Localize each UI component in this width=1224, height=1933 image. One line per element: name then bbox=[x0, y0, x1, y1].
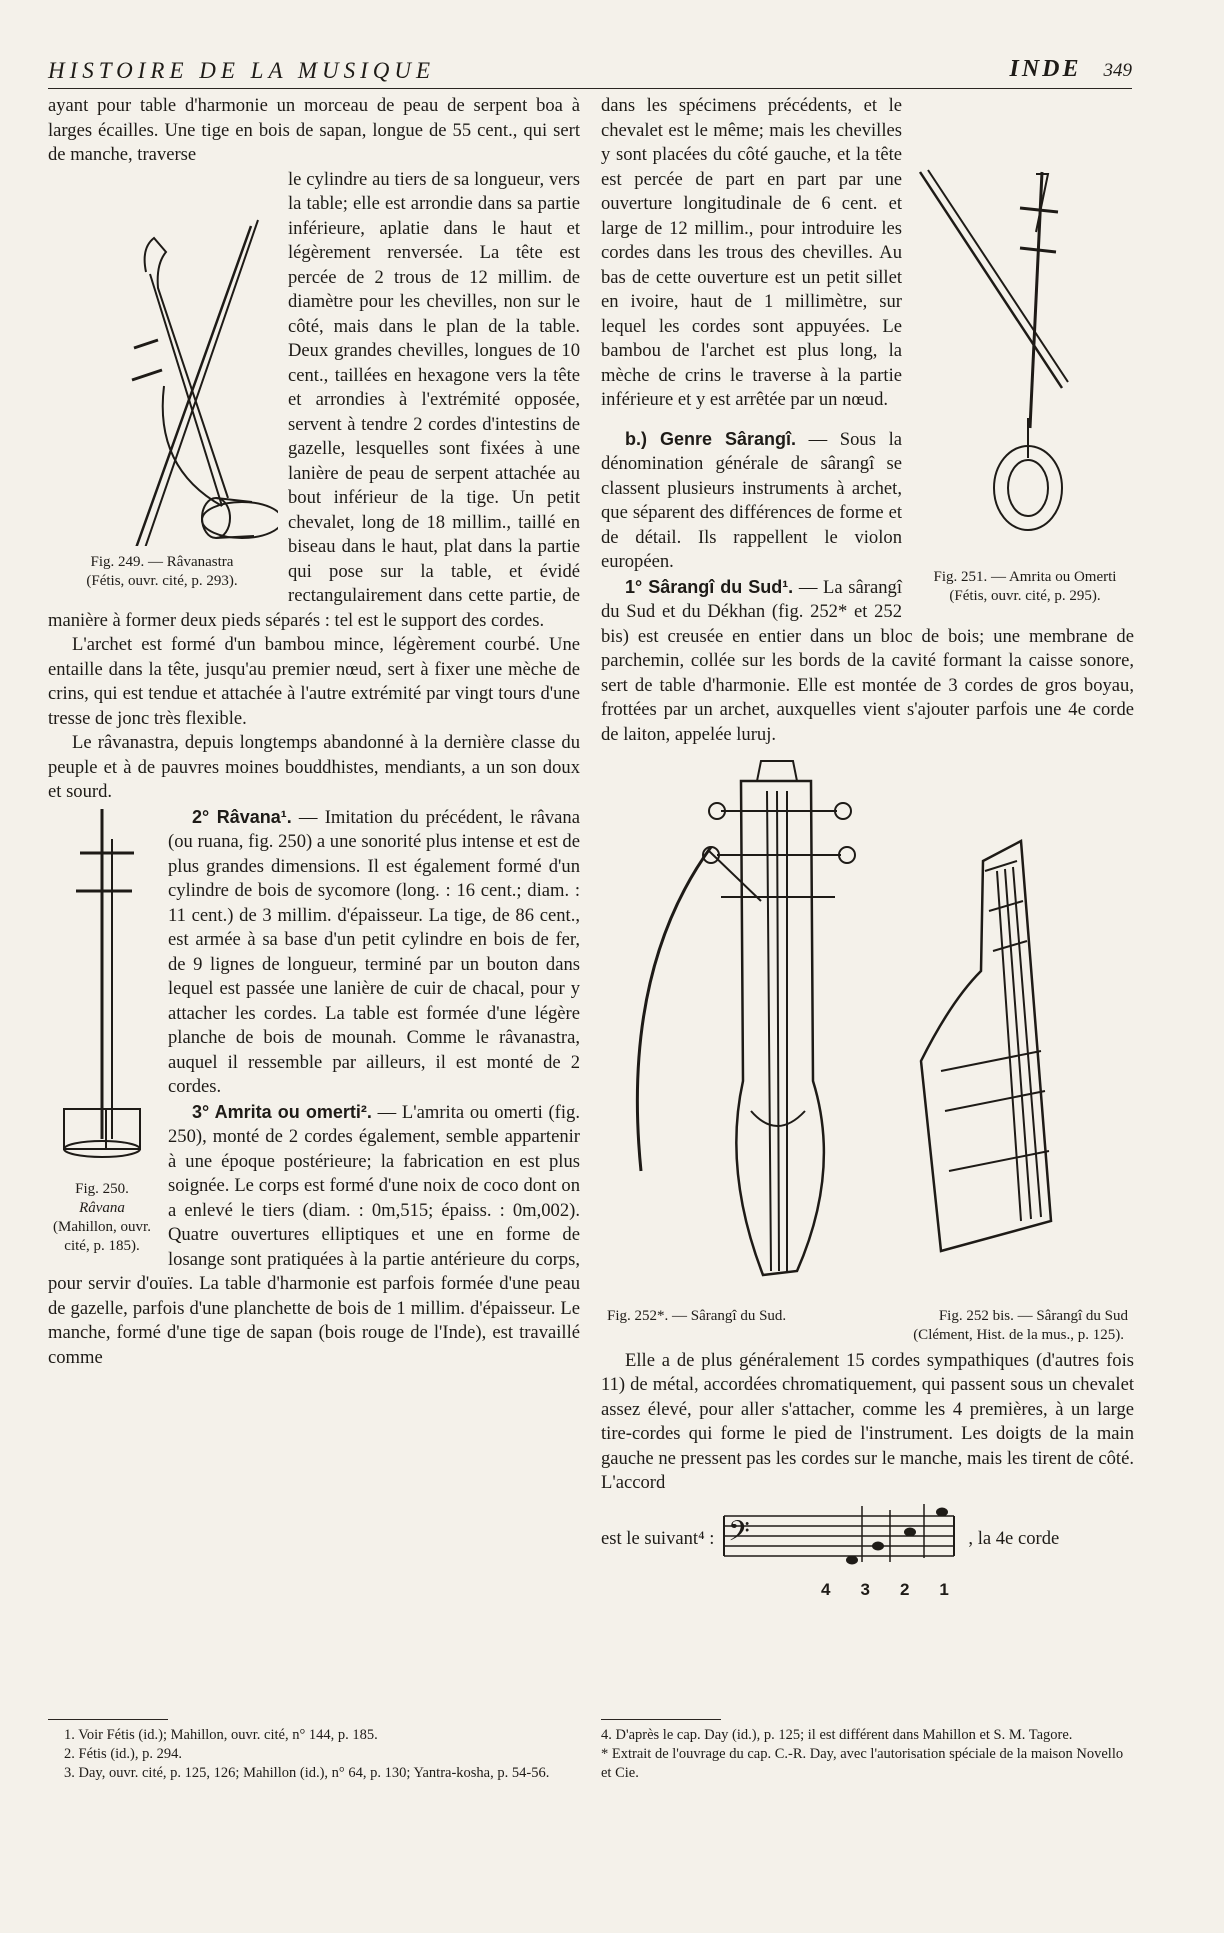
string-number: 1 bbox=[939, 1579, 949, 1599]
section-heading: 1° Sârangî du Sud¹. bbox=[625, 576, 794, 597]
footnote: * Extrait de l'ouvrage du cap. C.-R. Day, avec l'autorisation spéciale de la maison Novello et Cie. bbox=[601, 1746, 1124, 1781]
tuning-text-before: est le suivant⁴ : bbox=[601, 1528, 715, 1550]
string-number: 2 bbox=[899, 1579, 910, 1599]
footnote-rule bbox=[48, 1719, 168, 1720]
footnote: 2. Fétis (id.), p. 294. bbox=[64, 1746, 183, 1762]
paragraph: le cylindre au tiers de sa longueur, vers la table; elle est arrondie dans sa partie inférieure, aplatie dans le haut et légèrement renversée. La tête est percée de 2 trous de 12 millim. de diamètre pour les chevilles, non sur le côté, mais dans le plan de la table. Deux grandes chevilles, longues de 10 cent., taillées en hexagone vers la tête et arrondies à l'extrémité opposée, servent à tendre 2 cordes d'intestins de gazelle, lesquelles sont fixées à une lanière de peau de serpent attachée au bout inférieur de la tige. Un petit chevalet, long de 18 millim., taillé en biseau dans le haut, plat dans la partie qui pose sur la table, et évidé rectangulairement dans cette partie, de manière à former deux pieds séparés : tel est le support des cordes. bbox=[48, 168, 580, 631]
running-title: HISTOIRE DE LA MUSIQUE bbox=[48, 58, 436, 83]
footnote-rule bbox=[601, 1719, 721, 1720]
paragraph: Elle a de plus généralement 15 cordes sympathiques (d'autres fois 11) de métal, accordées chromatiquement, qui passent sous un chevalet assez élevé, pour aller s'attacher, comme les 4 premières, à un large tire-cordes qui forme le pied de l'instrument. Les doigts de la main gauche ne pressent pas les cordes sur le manche, mais les tirent de côté. L'accord bbox=[601, 1349, 1134, 1493]
right-column bbox=[601, 94, 1134, 1602]
ravana-illustration bbox=[46, 809, 158, 1173]
figure-caption: Fig. 250. bbox=[75, 1181, 129, 1197]
paragraph: L'archet est formé d'un bambou mince, légèrement courbé. Une entaille dans la tête, jusqu'au premier nœud, sert à fixer une mèche de crins, qui est tendue et attachée à l'autre extrémité par vingt tours d'une tresse de jonc très flexible. bbox=[48, 634, 580, 729]
tuning-line bbox=[601, 1502, 1134, 1578]
string-numbers bbox=[601, 1578, 1134, 1603]
footnote: 1. Voir Fétis (id.); Mahillon, ouvr. cité, n° 144, p. 185. bbox=[64, 1727, 378, 1743]
section-title bbox=[1009, 56, 1132, 83]
left-column bbox=[48, 94, 580, 1370]
tuning-text-after: , la 4e corde bbox=[968, 1528, 1060, 1550]
paragraph: — L'amrita ou omerti (fig. 250), monté de 2 cordes également, semble appartenir à une époque postérieure; la fabrication en est plus soignée. Le corps est formé d'une noix de coco dont on a enlevé le tiers (diam. : 0m,515; épaiss. : 0m,002). Quatre ouvertures elliptiques et une en forme de losange sont pratiquées à la partie antérieure du corps, pour servir d'ouïes. La table d'harmonie est parfois formée d'une peau de gazelle, parfois d'une planchette de bois de 1 millim. d'épaisseur. Le manche, formé d'une tige de sapan (bois rouge de l'Inde), est travaillé comme bbox=[48, 1101, 580, 1368]
string-number: 4 bbox=[821, 1579, 831, 1599]
paragraph: Le râvanastra, depuis longtemps abandonné à la dernière classe du peuple et à de pauvres moines bouddhistes, mendiants, a un son doux et sourd. bbox=[48, 732, 580, 802]
section-heading: 3° Amrita ou omerti². bbox=[192, 1101, 372, 1122]
page-number: 349 bbox=[1103, 60, 1132, 81]
figure-caption: Fig. 252 bis. — Sârangî du Sud bbox=[938, 1307, 1128, 1324]
figure-250 bbox=[46, 809, 158, 1257]
figure-249 bbox=[46, 168, 278, 592]
paragraph: dans les spécimens précédents, et le chevalet est le même; mais les chevilles y sont placées du côté gauche, et la tête est percée de part en part par une ouverture longitudinale de 6 cent. et large de 12 millim., pour introduire les cordes dans les trous des chevilles. Au bas de cette ouverture est un petit sillet en ivoire, haut de 1 millimètre, sur lequel les cordes sont appuyées. Le bambou de l'archet est plus long, la mèche de crins le traverse à la partie inférieure et y est arrêtée par un nœud. bbox=[601, 95, 902, 410]
figure-251 bbox=[912, 168, 1138, 606]
section-heading: 2° Râvana¹. bbox=[192, 806, 292, 827]
figure-caption: Fig. 252*. — Sârangî du Sud. bbox=[607, 1307, 787, 1324]
string-number: 3 bbox=[860, 1579, 870, 1599]
figure-source: (Fétis, ouvr. cité, p. 295). bbox=[949, 587, 1101, 604]
figure-caption: Fig. 251. — Amrita ou Omerti bbox=[933, 568, 1117, 585]
svg-text:𝄢: 𝄢 bbox=[728, 1514, 751, 1555]
figure-name: Râvana bbox=[79, 1200, 125, 1216]
music-staff bbox=[714, 1502, 964, 1578]
figure-252 bbox=[601, 751, 1134, 1345]
paragraph: — La sârangî du Sud et du Dékhan (fig. 252* et 252 bis) est creusée en entier dans un bloc de bois; une membrane de parchemin, collée sur les bords de la cavité formant la caisse sonore, sert de table d'harmonie. Elle est montée de 3 cordes de gros boyau, frottées par un archet, auxquelles vient s'ajouter parfois une 4e corde de laiton, appelée luruj. bbox=[601, 576, 1134, 745]
footnote: 3. Day, ouvr. cité, p. 125, 126; Mahillon (id.), n° 64, p. 130; Yantra-kosha, p. 54-56. bbox=[64, 1765, 550, 1781]
sarangi-illustrations bbox=[601, 751, 1134, 1299]
figure-source: (Fétis, ouvr. cité, p. 293). bbox=[86, 573, 238, 589]
running-head bbox=[48, 54, 1132, 89]
figure-source: (Clément, Hist. de la mus., p. 125). bbox=[913, 1326, 1124, 1343]
figure-source: (Mahillon, ouvr. cité, p. 185). bbox=[53, 1219, 151, 1254]
figure-caption: Fig. 249. — Râvanastra bbox=[90, 554, 234, 570]
amrita-illustration bbox=[912, 168, 1138, 560]
footnotes-right bbox=[601, 1726, 1134, 1783]
footnote: 4. D'après le cap. Day (id.), p. 125; il est différent dans Mahillon et S. M. Tagore. bbox=[601, 1727, 1073, 1743]
paragraph: — Sous la dénomination générale de sârangî se classent plusieurs instruments à archet, que séparent des différences de forme et de détail. Ils rappellent le violon européen. bbox=[601, 428, 902, 572]
footnotes-left bbox=[64, 1726, 580, 1783]
paragraph: — Imitation du précédent, le râvana (ou ruana, fig. 250) a une sonorité plus intense et est de plus grandes dimensions. Il est également formé d'un cylindre de bois de sycomore (long. : 16 cent.; diam. : 11 cent.) de 3 millim. d'épaisseur. La tige, de 86 cent., est armée à sa base d'un petit cylindre en bois de fer, de 9 lignes de longueur, terminé par un bouton dans lequel est passée une lanière de cuir de chacal, pour y attacher les cordes. La table est formée d'une légère planche de bois de mounah. Comme le râvanastra, auquel il ressemble par ailleurs, il est monté de 2 cordes. bbox=[168, 806, 580, 1097]
ravanastra-illustration bbox=[46, 168, 278, 546]
paragraph: ayant pour table d'harmonie un morceau de peau de serpent boa à larges écailles. Une tige en bois de sapan, longue de 55 cent., qui sert de manche, traverse bbox=[48, 95, 580, 165]
section-heading: b.) Genre Sârangî. bbox=[625, 428, 796, 449]
section-name: INDE bbox=[1009, 56, 1082, 82]
